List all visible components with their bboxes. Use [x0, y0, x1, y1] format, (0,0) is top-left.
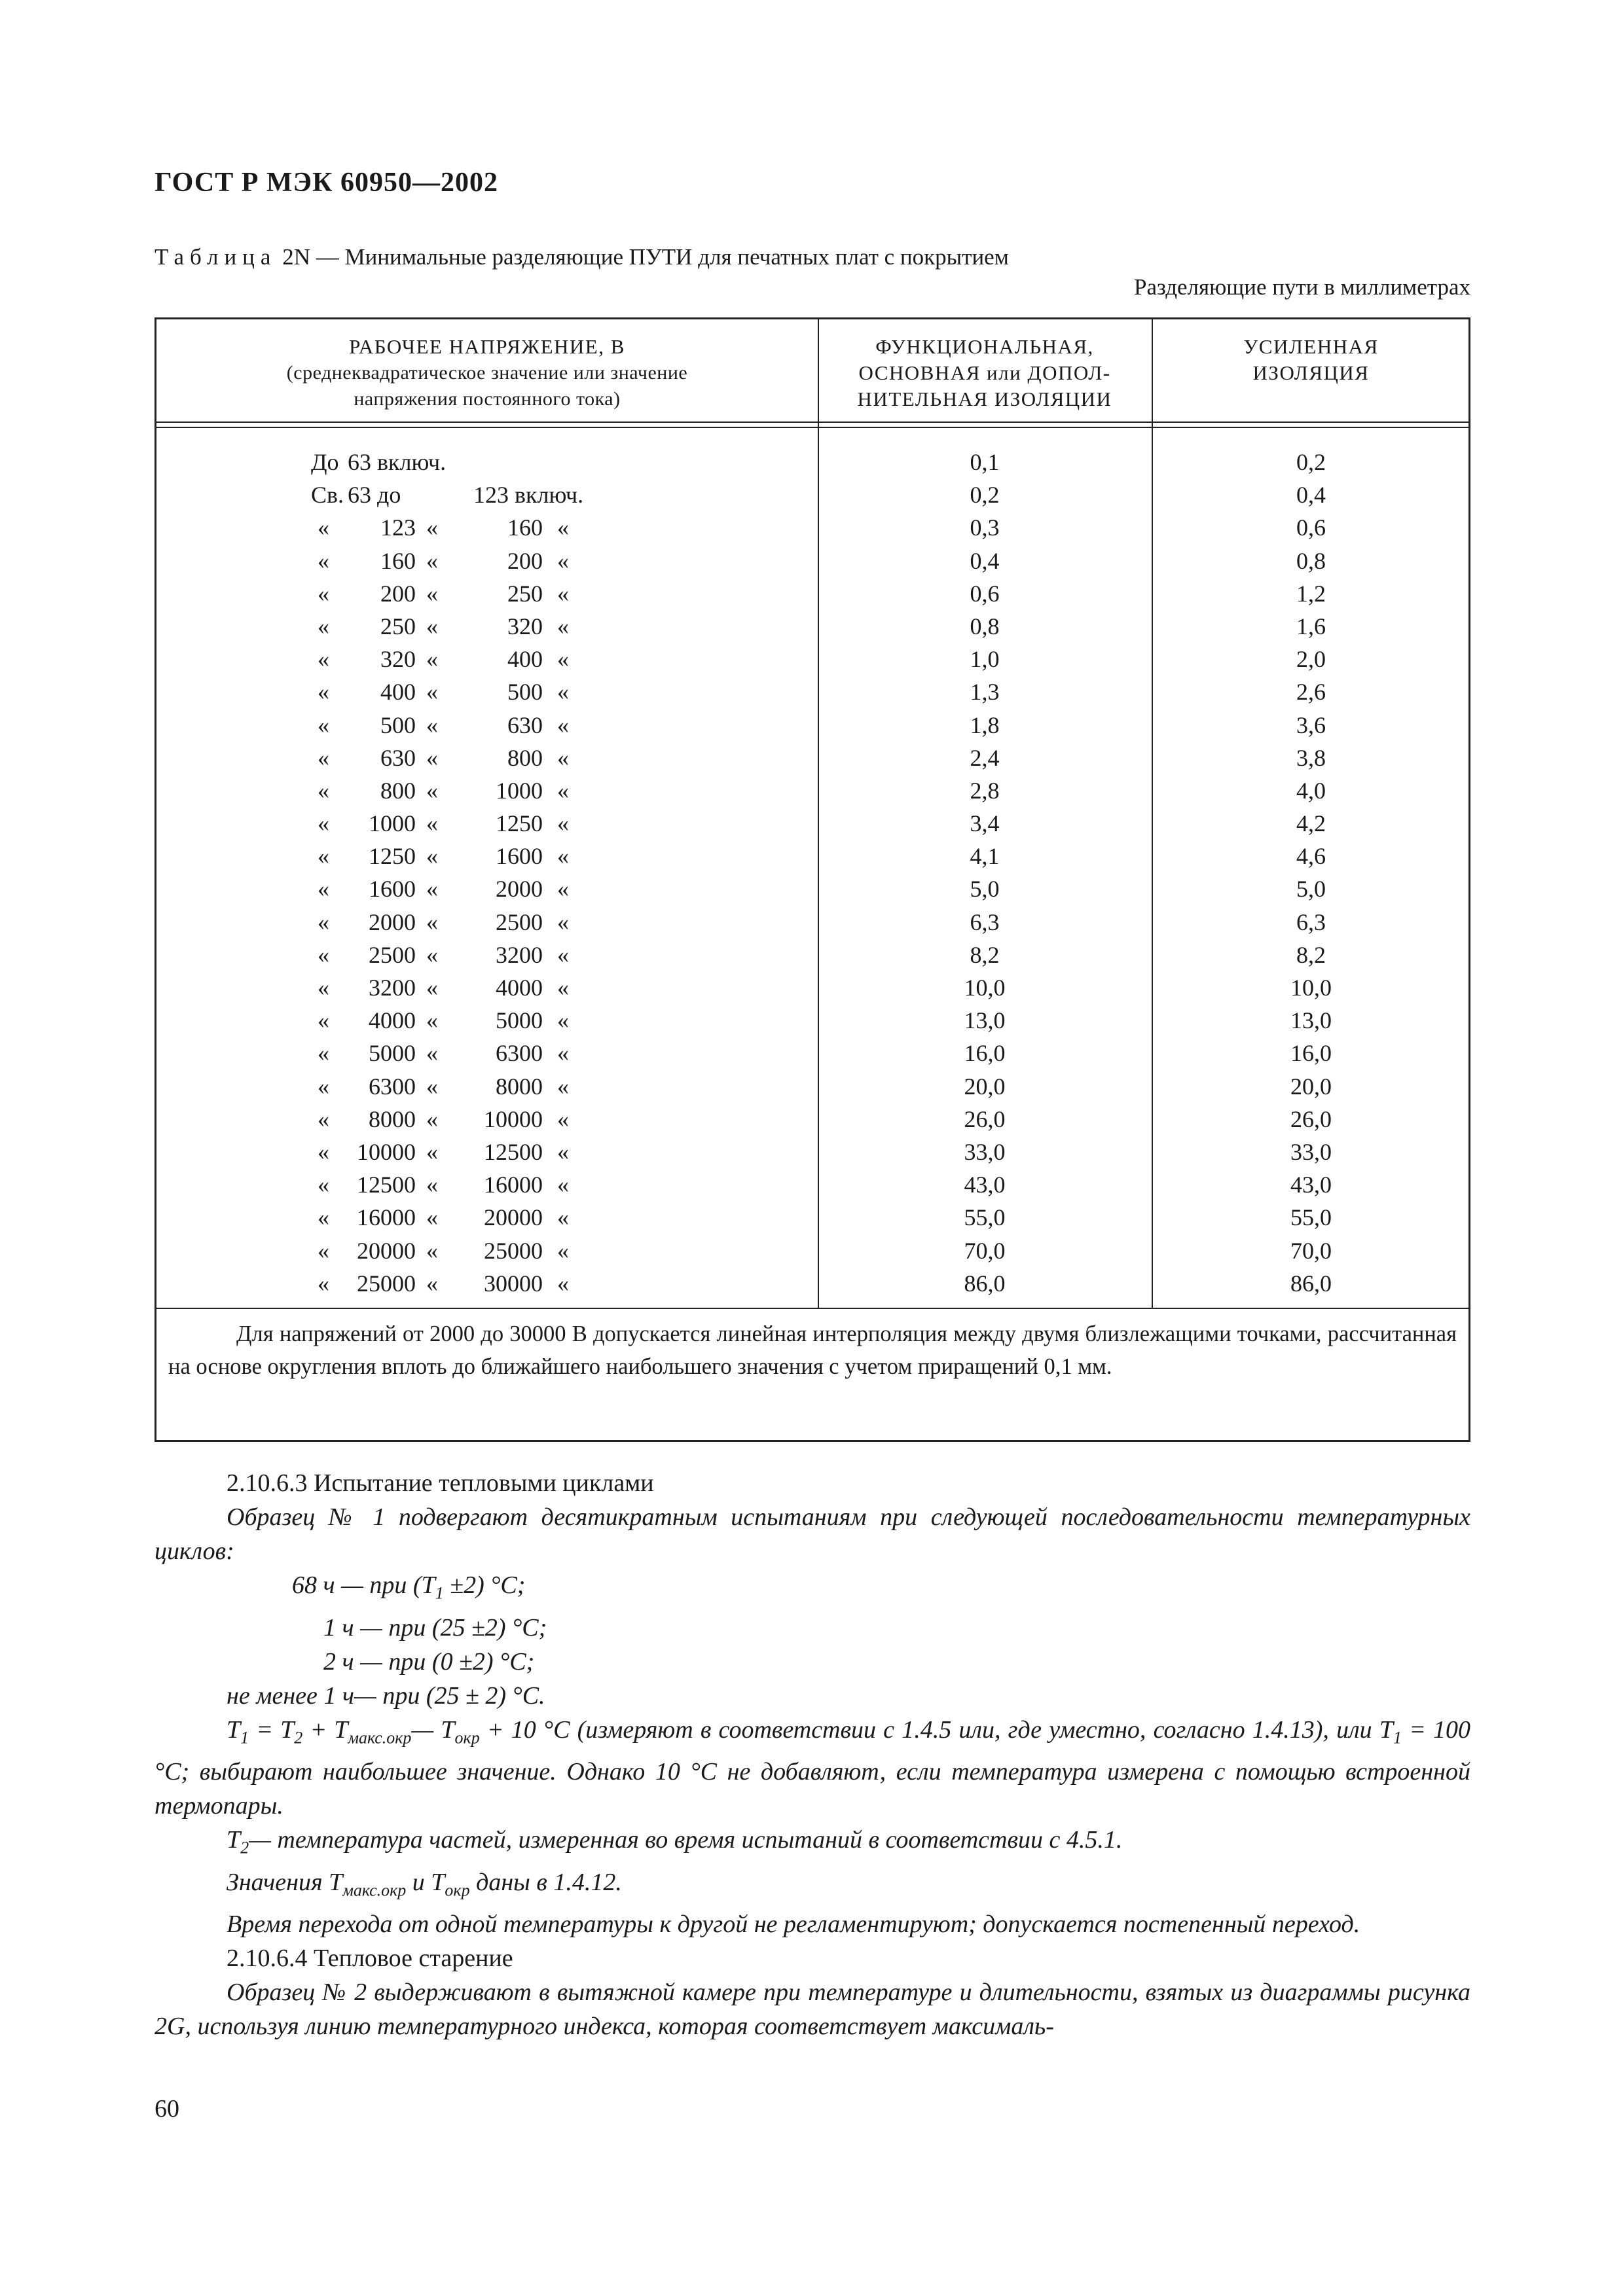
body-text: [155, 1466, 1470, 2043]
voltage-prefix: «: [318, 711, 329, 738]
document-header: ГОСТ Р МЭК 60950—2002: [155, 168, 498, 198]
voltage-to: 800: [507, 744, 543, 771]
basic-insulation-value: 0,1: [970, 449, 1000, 475]
voltage-to: 1000: [496, 777, 543, 804]
basic-insulation-value: 0,3: [970, 514, 1000, 541]
voltage-from: 2500: [369, 941, 416, 968]
basic-insulation-value: 1,3: [970, 679, 1000, 706]
basic-insulation-value: 86,0: [964, 1270, 1006, 1297]
voltage-from: 630: [380, 744, 416, 771]
voltage-to: 630: [507, 711, 543, 738]
voltage-suffix: «: [557, 580, 569, 607]
voltage-prefix: «: [318, 679, 329, 706]
voltage-suffix: «: [557, 514, 569, 541]
table-row: [156, 1201, 1468, 1234]
voltage-from: 12500: [357, 1172, 416, 1198]
voltage-to: 160: [507, 514, 543, 541]
voltage-from: 2000: [369, 908, 416, 935]
voltage-prefix: «: [318, 908, 329, 935]
table-units: Разделяющие пути в миллиметрах: [1134, 274, 1470, 300]
section-heading-2-10-6-4: 2.10.6.4 Тепловое старение: [227, 1945, 513, 1973]
paragraph: $T_2—$ температура частей, измеренная во время испытаний в соответствии с 4.5.1.: [227, 1826, 1123, 1857]
voltage-to: 400: [507, 646, 543, 673]
voltage-from: 123: [380, 514, 416, 541]
table-title-text: 2N — Минимальные разделяющие ПУТИ для печатных плат с покрытием: [276, 244, 1009, 270]
table-row: [156, 1168, 1468, 1201]
reinforced-insulation-value: 0,4: [1296, 482, 1326, 509]
reinforced-insulation-value: 0,6: [1296, 514, 1326, 541]
voltage-to: 200: [507, 547, 543, 574]
voltage-to: 8000: [496, 1073, 543, 1100]
voltage-to: 500: [507, 679, 543, 706]
table-row: [156, 742, 1468, 774]
voltage-to: 6300: [496, 1040, 543, 1067]
reinforced-insulation-value: 70,0: [1290, 1237, 1332, 1264]
voltage-suffix: «: [557, 975, 569, 1001]
table-row: [156, 1234, 1468, 1267]
voltage-prefix: «: [318, 1138, 329, 1165]
reinforced-insulation-value: 13,0: [1290, 1007, 1332, 1034]
voltage-suffix: «: [557, 777, 569, 804]
reinforced-insulation-value: 6,3: [1296, 908, 1326, 935]
table-row: [156, 774, 1468, 807]
reinforced-insulation-value: 1,2: [1296, 580, 1326, 607]
reinforced-insulation-value: 8,2: [1296, 941, 1326, 968]
voltage-separator: «: [426, 941, 438, 968]
basic-insulation-value: 0,2: [970, 482, 1000, 509]
voltage-prefix: «: [318, 580, 329, 607]
voltage-separator: «: [426, 580, 438, 607]
voltage-suffix: «: [557, 1073, 569, 1100]
reinforced-insulation-value: 33,0: [1290, 1138, 1332, 1165]
voltage-from: 400: [380, 679, 416, 706]
basic-insulation-value: 0,8: [970, 613, 1000, 639]
voltage-suffix: «: [557, 613, 569, 639]
reinforced-insulation-value: 0,8: [1296, 547, 1326, 574]
reinforced-insulation-value: 4,0: [1296, 777, 1326, 804]
voltage-separator: «: [426, 810, 438, 837]
section-heading-2-10-6-3: 2.10.6.3 Испытание тепловыми циклами: [227, 1469, 654, 1497]
voltage-suffix: «: [557, 843, 569, 870]
voltage-prefix: «: [318, 613, 329, 639]
voltage-separator: «: [426, 843, 438, 870]
voltage-to: 12500: [484, 1138, 543, 1165]
voltage-suffix: «: [557, 1270, 569, 1297]
voltage-separator: «: [426, 1204, 438, 1231]
basic-insulation-value: 4,1: [970, 843, 1000, 870]
voltage-to: 25000: [484, 1237, 543, 1264]
reinforced-insulation-value: 3,6: [1296, 711, 1326, 738]
basic-insulation-value: 1,8: [970, 711, 1000, 738]
reinforced-insulation-value: 10,0: [1290, 975, 1332, 1001]
voltage-prefix: До: [311, 449, 339, 475]
voltage-from: 6300: [369, 1073, 416, 1100]
voltage-from: 1000: [369, 810, 416, 837]
voltage-separator: «: [426, 1105, 438, 1132]
voltage-from: 800: [380, 777, 416, 804]
voltage-suffix: «: [557, 646, 569, 673]
paragraph: Образец № 2 выдерживают в вытяжной камере при температуре и длительности, взятых из диаграммы рисунка 2G, используя линию температурного индекса, которая соответствует максималь-: [155, 1979, 1470, 2041]
voltage-suffix: «: [557, 744, 569, 771]
voltage-suffix: «: [557, 1237, 569, 1264]
voltage-from: 63 включ.: [348, 449, 447, 475]
reinforced-insulation-value: 20,0: [1290, 1073, 1332, 1100]
voltage-prefix: «: [318, 1237, 329, 1264]
voltage-to: 4000: [496, 975, 543, 1001]
table-row: [156, 971, 1468, 1004]
voltage-from: 3200: [369, 975, 416, 1001]
table-row: [156, 840, 1468, 872]
voltage-prefix: «: [318, 1105, 329, 1132]
voltage-prefix: «: [318, 876, 329, 903]
voltage-prefix: «: [318, 1007, 329, 1034]
voltage-prefix: «: [318, 777, 329, 804]
voltage-from: 10000: [357, 1138, 416, 1165]
voltage-to: 250: [507, 580, 543, 607]
basic-insulation-value: 16,0: [964, 1040, 1006, 1067]
voltage-suffix: «: [557, 1138, 569, 1165]
table-row: [156, 939, 1468, 971]
voltage-separator: «: [426, 646, 438, 673]
voltage-suffix: «: [557, 1204, 569, 1231]
voltage-from: 250: [380, 613, 416, 639]
column-header-voltage: РАБОЧЕЕ НАПРЯЖЕНИЕ, В (среднеквадратическое значение или значение напряжения постоянного тока): [286, 335, 688, 410]
voltage-from: 25000: [357, 1270, 416, 1297]
voltage-prefix: «: [318, 1073, 329, 1100]
voltage-separator: «: [426, 1138, 438, 1165]
paragraph: Значения $T_{макс.окр}$ и $T_{окр}$ даны в 1.4.12.: [227, 1868, 622, 1900]
voltage-separator: «: [426, 908, 438, 935]
basic-insulation-value: 8,2: [970, 941, 1000, 968]
voltage-separator: «: [426, 514, 438, 541]
table-body: [156, 446, 1468, 1300]
basic-insulation-value: 2,4: [970, 744, 1000, 771]
page-number: 60: [155, 2095, 179, 2123]
voltage-separator: «: [426, 876, 438, 903]
voltage-from: 320: [380, 646, 416, 673]
voltage-separator: «: [426, 777, 438, 804]
voltage-suffix: «: [557, 547, 569, 574]
table-row: [156, 643, 1468, 675]
table-title: [155, 242, 1470, 272]
table-row: [156, 1267, 1468, 1300]
table-row: [156, 709, 1468, 742]
voltage-prefix: «: [318, 646, 329, 673]
table-row: [156, 807, 1468, 840]
table-row: [156, 872, 1468, 905]
reinforced-insulation-value: 1,6: [1296, 613, 1326, 639]
voltage-from: 500: [380, 711, 416, 738]
reinforced-insulation-value: 55,0: [1290, 1204, 1332, 1231]
voltage-separator: «: [426, 1040, 438, 1067]
basic-insulation-value: 5,0: [970, 876, 1000, 903]
basic-insulation-value: 70,0: [964, 1237, 1006, 1264]
voltage-separator: «: [426, 1007, 438, 1034]
reinforced-insulation-value: 26,0: [1290, 1105, 1332, 1132]
column-header-basic-insulation: ФУНКЦИОНАЛЬНАЯ, ОСНОВНАЯ или ДОПОЛ- НИТЕЛЬНАЯ ИЗОЛЯЦИИ: [857, 335, 1112, 410]
voltage-suffix: «: [557, 1007, 569, 1034]
voltage-from: 16000: [357, 1204, 416, 1231]
voltage-to: 30000: [484, 1270, 543, 1297]
voltage-suffix: «: [557, 711, 569, 738]
voltage-suffix: «: [557, 679, 569, 706]
voltage-separator: «: [426, 1172, 438, 1198]
voltage-separator: «: [426, 1237, 438, 1264]
reinforced-insulation-value: 4,2: [1296, 810, 1326, 837]
table-caption: [155, 242, 1470, 302]
formula-line: 68 ч — при $(T_1 \pm 2)$ °C;: [292, 1571, 526, 1603]
reinforced-insulation-value: 43,0: [1290, 1172, 1332, 1198]
voltage-suffix: «: [557, 908, 569, 935]
creepage-table: [155, 317, 1470, 1442]
table-row: [156, 1037, 1468, 1069]
note-divider: [156, 1308, 1468, 1309]
reinforced-insulation-value: 5,0: [1296, 876, 1326, 903]
voltage-suffix: «: [557, 810, 569, 837]
reinforced-insulation-value: 86,0: [1290, 1270, 1332, 1297]
voltage-suffix: «: [557, 941, 569, 968]
table-row: [156, 577, 1468, 610]
voltage-prefix: «: [318, 1040, 329, 1067]
voltage-separator: «: [426, 613, 438, 639]
reinforced-insulation-value: 16,0: [1290, 1040, 1332, 1067]
table-label: Таблица: [155, 244, 277, 270]
voltage-separator: «: [426, 975, 438, 1001]
table-row: [156, 545, 1468, 577]
paragraph: $T_1 = T_2$ + $T_{макс.окр}—$ $T_{окр} + 10$ °C (измеряют в соответствии с 1.4.5 или, где уместно, согласно 1.4.13), или $T_1 = 100$ °C; выбирают наибольшее значение. Однако 10 °C не добавляют, если температура измерена с помощью встроенной термопары.: [155, 1715, 1471, 1820]
voltage-suffix: «: [557, 1105, 569, 1132]
table-row: [156, 478, 1468, 511]
voltage-from: 160: [380, 547, 416, 574]
formula-line: не менее 1 ч— при (25 ± 2) °C.: [227, 1681, 545, 1710]
table-row: [156, 906, 1468, 939]
voltage-to: 1250: [496, 810, 543, 837]
voltage-from: 4000: [369, 1007, 416, 1034]
reinforced-insulation-value: 2,6: [1296, 679, 1326, 706]
voltage-to: 5000: [496, 1007, 543, 1034]
basic-insulation-value: 1,0: [970, 646, 1000, 673]
voltage-to: 2500: [496, 908, 543, 935]
voltage-suffix: «: [557, 1172, 569, 1198]
voltage-separator: «: [426, 1270, 438, 1297]
basic-insulation-value: 0,4: [970, 547, 1000, 574]
voltage-to: 320: [507, 613, 543, 639]
voltage-separator: «: [426, 744, 438, 771]
voltage-prefix: «: [318, 514, 329, 541]
voltage-from: 1600: [369, 876, 416, 903]
voltage-prefix: «: [318, 1172, 329, 1198]
voltage-prefix: «: [318, 547, 329, 574]
header-divider: [156, 422, 1468, 423]
table-row: [156, 1070, 1468, 1103]
voltage-to: 20000: [484, 1204, 543, 1231]
voltage-to: 1600: [496, 843, 543, 870]
basic-insulation-value: 10,0: [964, 975, 1006, 1001]
table-row: [156, 511, 1468, 544]
table-row: [156, 1103, 1468, 1136]
basic-insulation-value: 6,3: [970, 908, 1000, 935]
basic-insulation-value: 20,0: [964, 1073, 1006, 1100]
voltage-from: 1250: [369, 843, 416, 870]
voltage-prefix: «: [318, 1270, 329, 1297]
voltage-from: 8000: [369, 1105, 416, 1132]
voltage-from: 20000: [357, 1237, 416, 1264]
basic-insulation-value: 26,0: [964, 1105, 1006, 1132]
table-row: [156, 610, 1468, 643]
voltage-to: 2000: [496, 876, 543, 903]
voltage-prefix: Св.: [311, 482, 344, 509]
voltage-prefix: «: [318, 744, 329, 771]
table-row: [156, 1136, 1468, 1168]
basic-insulation-value: 3,4: [970, 810, 1000, 837]
voltage-separator: «: [426, 1073, 438, 1100]
voltage-separator: «: [426, 711, 438, 738]
voltage-prefix: «: [318, 843, 329, 870]
column-header-reinforced-insulation: УСИЛЕННАЯ ИЗОЛЯЦИЯ: [1243, 335, 1379, 384]
voltage-prefix: «: [318, 941, 329, 968]
table-row: [156, 675, 1468, 708]
voltage-from: 200: [380, 580, 416, 607]
voltage-to: 10000: [484, 1105, 543, 1132]
voltage-prefix: «: [318, 975, 329, 1001]
voltage-to: 16000: [484, 1172, 543, 1198]
reinforced-insulation-value: 0,2: [1296, 449, 1326, 475]
reinforced-insulation-value: 3,8: [1296, 744, 1326, 771]
paragraph: Время перехода от одной температуры к другой не регламентируют; допускается постепенный переход.: [227, 1910, 1360, 1939]
basic-insulation-value: 33,0: [964, 1138, 1006, 1165]
voltage-from: 63 до: [348, 482, 401, 509]
table-row: [156, 446, 1468, 478]
basic-insulation-value: 13,0: [964, 1007, 1006, 1034]
voltage-from: 5000: [369, 1040, 416, 1067]
header-divider: [156, 427, 1468, 428]
voltage-suffix: «: [557, 876, 569, 903]
paragraph: Образец № 1 подвергают десятикратным испытаниям при следующей последовательности температурных циклов:: [155, 1503, 1470, 1565]
basic-insulation-value: 43,0: [964, 1172, 1006, 1198]
basic-insulation-value: 2,8: [970, 777, 1000, 804]
voltage-suffix: «: [557, 1040, 569, 1067]
voltage-prefix: «: [318, 1204, 329, 1231]
voltage-to: 3200: [496, 941, 543, 968]
basic-insulation-value: 55,0: [964, 1204, 1006, 1231]
voltage-separator: «: [426, 547, 438, 574]
basic-insulation-value: 0,6: [970, 580, 1000, 607]
voltage-to: 123 включ.: [473, 482, 584, 509]
formula-line: 1 ч — при (25 ±2) °C;: [323, 1613, 547, 1641]
reinforced-insulation-value: 4,6: [1296, 843, 1326, 870]
voltage-prefix: «: [318, 810, 329, 837]
table-note: Для напряжений от 2000 до 30000 В допускается линейная интерполяция между двумя близлежащими точками, рассчитанная на основе округления вплоть до ближайшего наибольшего значения с учетом приращений 0,1 мм.: [168, 1321, 1457, 1379]
reinforced-insulation-value: 2,0: [1296, 646, 1326, 673]
voltage-separator: «: [426, 679, 438, 706]
formula-line: 2 ч — при (0 ±2) °C;: [323, 1647, 535, 1676]
table-row: [156, 1004, 1468, 1037]
